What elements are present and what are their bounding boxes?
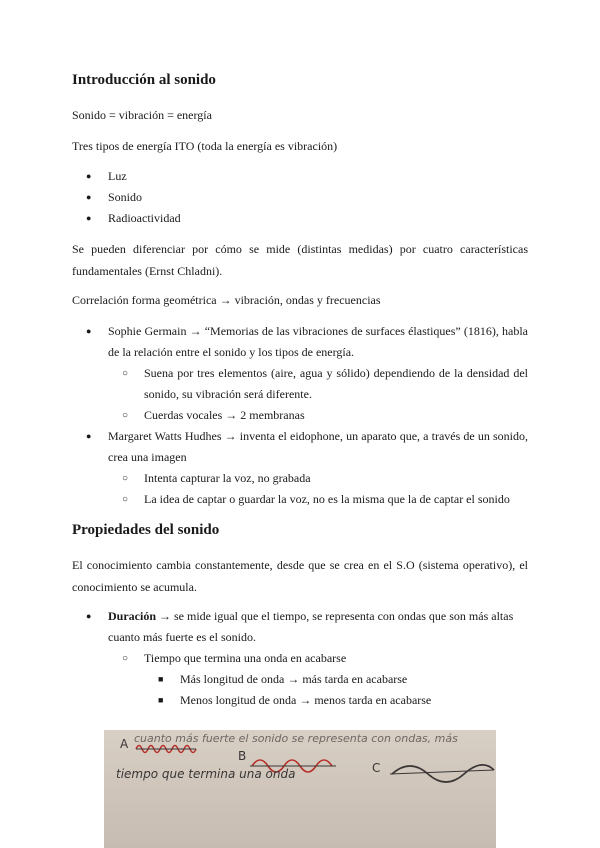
list-item: ● Luz (72, 166, 528, 187)
subsublist-item: ■ Más longitud de onda → más tarda en acabarse (144, 669, 528, 690)
list-item: ● Sonido (72, 187, 528, 208)
sublist-item (108, 648, 528, 711)
label-b: B (238, 749, 247, 763)
section-title-intro: Introducción al sonido (72, 72, 216, 88)
characteristics-paragraph: Se pueden diferenciar por cómo se mide (distintas medidas) por cuatro características fundamentales (Ernst Chladni). (72, 242, 528, 278)
properties-list (72, 606, 528, 711)
list-item-hudhes (72, 426, 528, 510)
duration-label: Duración (108, 609, 156, 623)
label-a: A (120, 737, 129, 751)
sublist-item: ○ La idea de captar o guardar la voz, no es la misma que la de captar el sonido (108, 489, 528, 510)
duration-subsublist (144, 669, 528, 711)
list-item-germain (72, 321, 528, 426)
subsublist-item: ■ Menos longitud de onda → menos tarda en acabarse (144, 690, 528, 711)
researchers-list (72, 321, 528, 510)
list-item: ● Radioactividad (72, 208, 528, 229)
hudhes-text: Margaret Watts Hudhes → inventa el eidophone, un aparato que, a través de un sonido, crea una imagen (108, 429, 528, 464)
germain-text: Sophie Germain → “Memorias de las vibraciones de surfaces élastiques” (1816), habla de la relación entre el sonido y los tipos de energía. (108, 324, 528, 359)
section-title-properties: Propiedades del sonido (72, 522, 220, 538)
energy-types-list (72, 166, 528, 229)
knowledge-paragraph: El conocimiento cambia constantemente, desde que se crea en el S.O (sistema operativo), el conocimiento se acumula. (72, 558, 528, 594)
waves-sketch (104, 730, 496, 848)
handwritten-notes-photo (104, 730, 496, 848)
sublist-item: ○ Intenta capturar la voz, no grabada (108, 468, 528, 489)
hudhes-sublist (108, 468, 528, 510)
list-item-duration (72, 606, 528, 711)
label-c: C (372, 761, 381, 775)
duration-text: → se mide igual que el tiempo, se representa con ondas que son más altas cuanto más fuerte es el sonido. (108, 609, 514, 644)
definition-line: Sonido = vibración = energía (72, 108, 212, 122)
sublist-item: ○ Suena por tres elementos (aire, agua y sólido) dependiendo de la densidad del sonido, su vibración será diferente. (108, 363, 528, 405)
sublist-item: ○ Cuerdas vocales → 2 membranas (108, 405, 528, 426)
energy-types-intro: Tres tipos de energía ITO (toda la energía es vibración) (72, 139, 338, 153)
duration-sub-text: Tiempo que termina una onda en acabarse (144, 651, 347, 665)
handwriting-bottom: tiempo que termina una onda (116, 767, 296, 781)
axis-c (390, 770, 494, 774)
handwriting-top: cuanto más fuerte el sonido se representa con ondas, más (134, 732, 458, 745)
duration-sublist (108, 648, 528, 711)
germain-sublist (108, 363, 528, 426)
correlation-line: Correlación forma geométrica → vibración, ondas y frecuencias (72, 293, 381, 307)
